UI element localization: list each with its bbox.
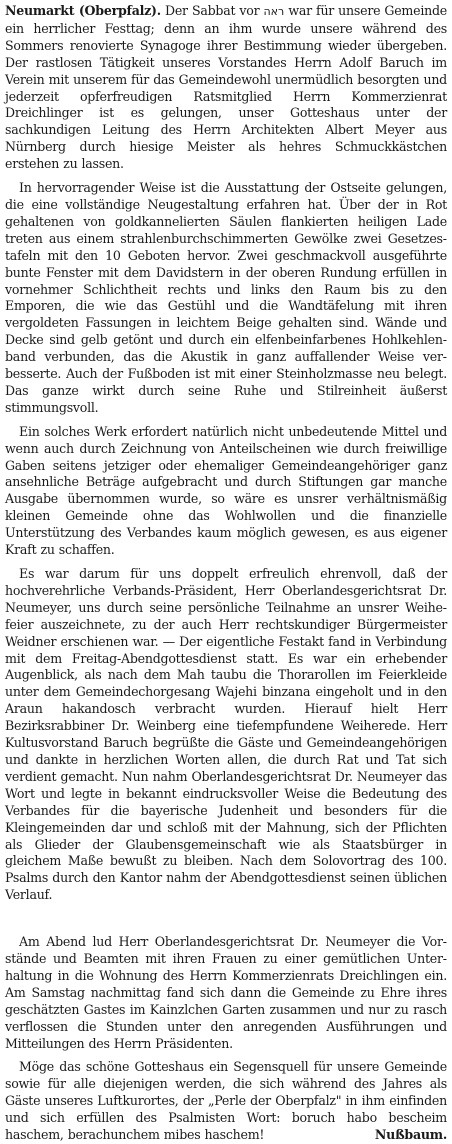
dateline: Neumarkt (Oberpfalz). bbox=[5, 3, 161, 18]
hebrew-parashah-name: ראה bbox=[263, 5, 285, 18]
paragraph-2: In hervorragender Weise ist die Ausstattung der Ostseite gelungen, die eine vollständige Neugestaltung erfahren hat. Über der in Rot gehaltenen von goldkannelierten Säulen flankierten heiligen Lade treten aus einem strahlenburchschimmerten Gewölke zwei Gesetzestafeln mit den 10 Geboten hervor. Zwei geschmackvoll ausgeführte bunte Fenster mit dem Davidstern in der oberen Rundung erfüllen in vornehmer Schlichtheit rechts und links den Raum bis zu den Emporen, die wie das Gestühl und die Wandtäfelung mit ihren vergoldeten Fassungen in leichtem Beige gehalten sind. Wände und Decke sind gelb getönt und durch ein elfenbeinfarbenes Hohlkehlenband verbunden, das die Akustik in ganz auffallender Weise verbesserte. Auch der Fußboden ist mit einer Steinholzmasse neu belegt. Das ganze wirkt durch seine Ruhe und Stilreinheit äußerst stimmungsvoll. bbox=[5, 180, 447, 415]
paragraph-1-text: war für unsere Gemeinde ein herrlicher Festtag; denn an ihm wurde unsere während des Sommers renovierte Synagoge ihrer Bestimmung wieder übergeben. Der rastlosen Tätigkeit unseres Vorstandes Herrn Adolf Baruch im Verein mit unserem für das Gemeindewohl unermüdlich besorgten und jederzeit opferfreudigen Ratsmitglied Herrn Kommerzienrat Dreichlinger ist es gelungen, unser Gotteshaus unter der sachkundigen Leitung des Herrn Architekten Albert Meyer aus Nürnberg durch hiesige Meister als hehres Schmuckkästchen erstehen zu lassen. bbox=[5, 3, 447, 172]
paragraph-1 bbox=[5, 3, 447, 173]
article bbox=[5, 3, 447, 1144]
paragraph-6 bbox=[5, 1059, 447, 1144]
paragraph-4: Es war darum für uns doppelt erfreulich ehrenvoll, daß der hochverehrliche Verbands-Präsident, Herr Oberlandesgerichtsrat Dr. Neumeyer, uns durch seine persönliche Teilnahme an unsrer Weihefeier auszeichnete, zu der auch Herr rechtskundiger Bürgermeister Weidner erschienen war. — Der eigentliche Festakt fand in Verbindung mit dem Freitag-Abendgottesdienst statt. Es war ein erhebender Augenblick, als nach dem Mah taubu die Thorarollen im Feierkleide unter dem Gemeindechorgesang Wajehi binzana eingeholt und in den Araun hakandosch verbracht wurden. Hierauf hielt Herr Bezirksrabbiner Dr. Weinberg eine tiefempfundene Weiherede. Herr Kultusvorstand Baruch begrüßte die Gäste und Gemeindeangehörigen und dankte in herzlichen Worten allen, die durch Rat und Tat sich verdient gemacht. Nun nahm Oberlandesgerichtsrat Dr. Neumeyer das Wort und legte in bekannt eindrucksvoller Weise die Bedeutung des Verbandes für die bayerische Judenheit und besonders für die Kleingemeinden dar und schloß mit der Mahnung, sich der Pflichten als Glieder der Glaubensgemeinschaft wie als Staatsbürger in gleichem Maße bewußt zu bleiben. Nach dem Solovortrag des 100. Psalms durch den Kantor nahm der Abendgottesdienst seinen üblichen Verlauf. bbox=[5, 566, 447, 903]
paragraph-1-lead: Der Sabbat vor bbox=[160, 3, 264, 18]
paragraph-5: Am Abend lud Herr Oberlandesgerichtsrat Dr. Neumeyer die Vorstände und Beamten mit ihren Frauen zu einer gemütlichen Unterhaltung in die Wohnung des Herrn Kommerzienrats Dreichlingen ein. Am Samstag nachmittag fand sich dann die Gemeinde zu Ehre ihres geschätzten Gastes im Kainzlchen Garten zusammen und nur zu rasch verflossen die Stunden unter den anregenden Ausführungen und Mitteilungen des Herrn Präsidenten. bbox=[5, 934, 447, 1051]
author-signature: Nußbaum. bbox=[374, 1127, 447, 1143]
paragraph-3: Ein solches Werk erfordert natürlich nicht unbedeutende Mittel und wenn auch durch Zeichnung von Anteilscheinen wie durch freiwillige Gaben seitens jetziger oder ehemaliger Gemeindeangehöriger ganz ansehnliche Beträge aufgebracht und durch Stiftungen gar manche Ausgabe übernommen wurde, so wäre es unsrer verhältnismäßig kleinen Gemeinde ohne das Wohlwollen und die finanzielle Unterstützung des Verbandes kaum möglich gewesen, es aus eigener Kraft zu schaffen. bbox=[5, 423, 447, 558]
paragraph-6-text: Möge das schöne Gotteshaus ein Segensquell für unsere Gemeinde sowie für alle diejenigen werden, die sich während des Jahres als Gäste unseres Luftkurortes, der „Perle der Oberpfalz" in ihm einfinden und sich erfüllen des Psalmisten Wort: boruch habo bescheim haschem, berachunchem mibes haschem! bbox=[5, 1059, 447, 1143]
